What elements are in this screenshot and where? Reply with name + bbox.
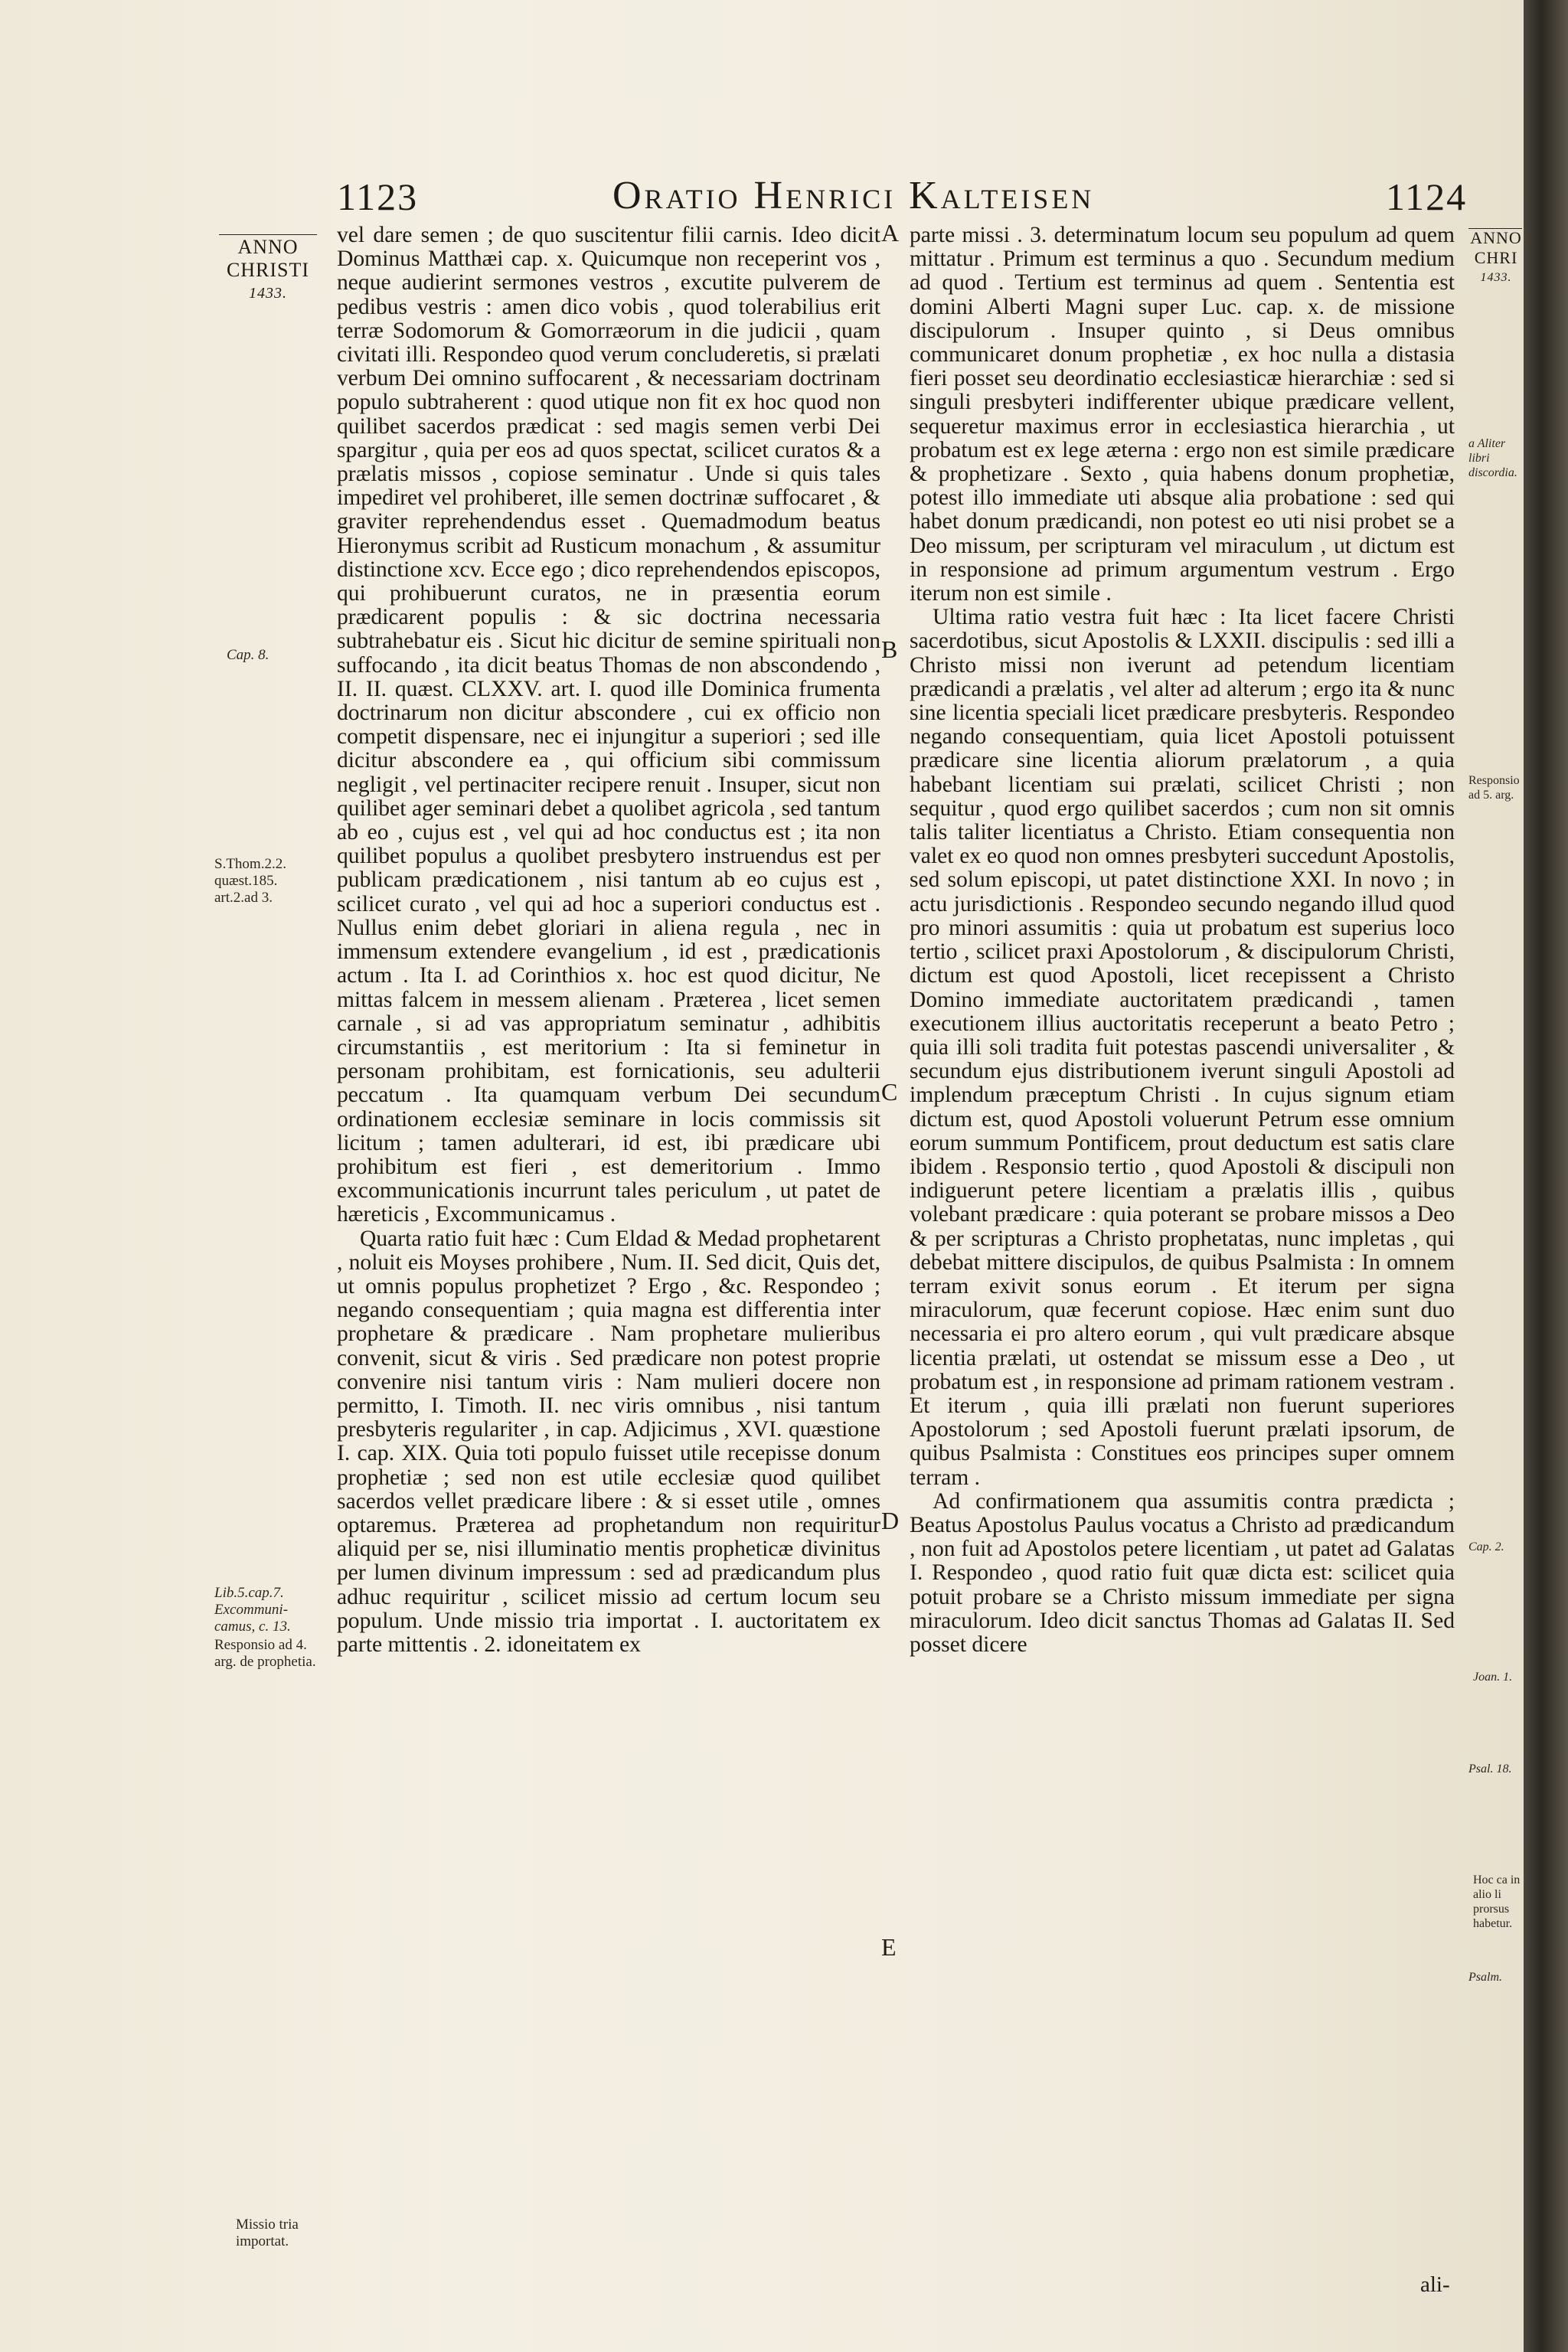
anno-year: 1433.	[1480, 271, 1512, 284]
margin-note: Psal. 18.	[1468, 1762, 1512, 1775]
paragraph: Quarta ratio fuit hæc : Cum Eldad & Medad prophetarent , noluit eis Moyses prohibere , Num. II. Sed dicit, Quis det, ut omnis populus prophetizet ? Ergo , &c. Respondeo ; negando consequentiam ; quia magna est differentia inter prophetare & prædicare . Nam prophetare mulieribus convenit, sicut & viris . Sed prædicare non potest proprie convenire nisi tantum viris : Nam mulieri docere non permitto, I. Timoth. II. nec viris omnibus , nisi tantum presbyteris regulariter , in cap. Adjicimus , XVI. quæstione I. cap. XIX. Quia toti populo fuisset utile recepisse donum prophetiæ ; sed non est utile ecclesiæ quod quilibet sacerdos vellet prædicare libere : & si esset utile , omnes optaremus. Præterea ad prophetandum non requiritur aliquid per se, nisi illuminatio mentis propheticæ divinitus per lumen divinum impressum : sed ad prædicandum plus adhuc requiritur , scilicet missio ad certum locum seu populum. Unde missio tria importat . I. auctoritatem ex parte mittentis . 2. idoneitatem ex	[337, 1226, 880, 1657]
margin-note: Responsio ad 5. arg.	[1468, 774, 1520, 802]
paragraph: Ad confirmationem qua assumitis contra prædicta ; Beatus Apostolus Paulus vocatus a Christo ad prædicandum , non fuit ad Apostolos petere licentiam , ut patet ad Galatas I. Respondeo , quod ratio fuit quæ dicta est: scilicet quia potuit probare se a Christo missum immediate per signa miraculorum. Ideo dicit sanctus Thomas ad Galatas II. Sed posset dicere	[910, 1488, 1455, 1657]
paragraph: parte missi . 3. determinatum locum seu populum ad quem mittatur . Primum est terminus a quo . Secundum medium ad quod . Tertium est terminus ad quem . Sententia est domini Alberti Magni super Luc. cap. x. de missione discipulorum . Insuper quinto , si Deus omnibus communicaret donum prophetiæ , ex hoc nulla a distasia fieri posset seu deordinatio ecclesiasticæ hierarchiæ : sed si singuli presbyteri indifferenter ubique prædicare vellent, sequeretur maximus error in ecclesiastica hierarchia , ut probatum est ex lege æterna : ergo non est simile prædicare & prophetizare . Sexto , quia habens donum prophetiæ, potest illo immediate uti absque alia probatione : sed qui habet donum prædicandi, non potest eo uti nisi probet se a Deo missum, per scripturam vel miraculum , ut dictum est in responsione ad primum argumentum vestrum . Ergo iterum non est simile .	[910, 223, 1455, 606]
section-letter-e: E	[881, 1933, 897, 1961]
book-binding-gutter	[1524, 0, 1568, 2352]
left-text-column	[337, 224, 880, 1657]
section-letter-b: B	[881, 635, 898, 663]
left-page-number: 1123	[337, 175, 419, 218]
margin-note: Cap. 2.	[1468, 1540, 1504, 1553]
section-letter-d: D	[881, 1507, 900, 1534]
margin-note: Joan. 1.	[1473, 1671, 1513, 1684]
anno-christi-label	[1468, 228, 1524, 288]
anno-year: 1433.	[249, 285, 287, 302]
margin-note: Hoc ca in alio li prorsus habetur.	[1473, 1873, 1521, 1930]
section-letter-a: A	[881, 219, 900, 247]
margin-note: S.Thom.2.2. quæst.185. art.2.ad 3.	[214, 856, 286, 906]
right-page-number: 1124	[1386, 175, 1468, 218]
running-header	[0, 170, 1524, 224]
anno-word: ANNO	[1470, 228, 1522, 247]
margin-note: Lib.5.cap.7. Excommuni-camus, c. 13.	[214, 1585, 291, 1635]
margin-note: Missio tria importat.	[236, 2216, 299, 2249]
anno-christi-label	[219, 236, 317, 305]
margin-note: Cap. 8.	[227, 647, 270, 663]
paragraph: Ultima ratio vestra fuit hæc : Ita licet facere Christi sacerdotibus, sicut Apostolis & LXXII. discipulis : sed illi a Christo missi non iverunt ad petendum licentiam prædicandi a prælatis , vel alter ad alterum ; ergo ita & nunc sine licentia speciali licet prædicare presbyteris. Respondeo negando consequentiam, quia licet Apostoli potuissent prædicare sine licentia aliorum prælatorum , a quia habebant licentiam sui prælati, scilicet Christi ; non sequitur , quod ergo quilibet sacerdos ; cum non sit omnis talis taliter licentiatus a Christo. Etiam consequentia non valet ex eo quod non omnes presbyteri succedunt Apostolis, sed solum episcopi, ut patet distinctione XXI. In novo ; in actu jurisdictionis . Respondeo secundo negando illud quod pro minori assumitis : quia ut probatum est superius loco tertio , scilicet praxi Apostolorum , & discipulorum Christi, dictum est quod Apostoli, licet recepissent a Christo Domino immediate auctoritatem prædicandi , tamen executionem illius auctoritatis receperunt a beato Petro ; quia illi soli tradita fuit potestas pascendi universaliter , & secundum ejus distributionem iverunt singuli Apostoli ad implendum præceptum Christi . In cujus signum etiam dictum est, quod Apostoli voluerunt Petrum esse omnium eorum summum Pontificem, prout deductum est satis clare ibidem . Responsio tertio , quod Apostoli & discipuli non indiguerunt petere licentiam a prælatis illis , quibus volebant prædicare : quia poterant se probare missos a Deo & per scripturas a Christo prophetatas, nunc impletas , qui debebat mittere discipulos, de quibus Psalmista : In omnem terram exivit sonus eorum . Et iterum per signa miraculorum, quæ fecerunt copiose. Hæc enim sunt duo necessaria ei pro altero eorum , qui vult prædicare absque licentia prælati, ut ostendat se missum esse a Deo , ut probatum est , in responsione ad primam rationem vestram . Et iterum , quia illi prælati non fuerunt superiores Apostolorum ; sed Apostoli fuerunt prælati ipsorum, de quibus Psalmista : Constitues eos principes super omnem terram .	[910, 605, 1455, 1490]
section-letter-c: C	[881, 1078, 898, 1106]
christi-word: CHRISTI	[226, 259, 310, 281]
anno-word: ANNO	[237, 236, 299, 258]
right-text-column	[910, 224, 1455, 1657]
paragraph: vel dare semen ; de quo suscitentur filii carnis. Ideo dicit Dominus Matthæi cap. x. Quicumque non receperint vos , neque audierint sermones vestros , excutite pulverem de pedibus vestris : amen dico vobis , quod tolerabilius erit terræ Sodomorum & Gomorræorum in die judicii , quam civitati illi. Respondeo quod verum concluderetis, si prælati verbum Dei omnino suffocarent , & necessariam doctrinam populo subtraherent : quod utique non fit ex hoc quod non quilibet sacerdos prædicat : sed magis semen verbi Dei spargitur , quia per eos ad quos spectat, scilicet curatos & a prælatis missos , copiose seminatur . Unde si quis tales impediret vel prohiberet, ille semen doctrinæ suffocaret , & graviter reprehendendus esset . Quemadmodum beatus Hieronymus scribit ad Rusticum monachum , & assumitur distinctione xcv. Ecce ego ; dico reprehendendos episcopos, qui prohibuerunt curatos, ne in præsentia eorum prædicarent populis : & sic doctrina necessaria subtrahebatur eis . Sicut hic dicitur de semine spirituali non suffocando , ita dicit beatus Thomas de non abscondendo , II. II. quæst. CLXXV. art. I. quod ille Dominica frumenta doctrinarum non dicitur abscondere , cui ex officio non competit dispensare, nec ei injungitur a superiori ; sed ille dicitur abscondere ea , qui officium sibi commissum negligit , vel pertinaciter recipere renuit . Insuper, sicut non quilibet ager seminari debet a quolibet agricola , sed tantum ab eo , cujus est , vel qui ad hoc conductus est ; ita non quilibet populus a quolibet presbytero instruendus est per publicam prædicationem , nisi tantum ab eo cujus est , scilicet curato , vel qui ad hoc a superiori conductus est . Nullus enim debet gloriari in aliena regula , nec in immensum extendere evangelium , id est , prædicationis actum . Ita I. ad Corinthios x. hoc est quod dicitur, Ne mittas falcem in messem alienam . Præterea , licet semen carnale , si ad vas appropriatum seminatur , adhibitis circumstantiis , est meritorium : Ita si feminetur in personam prohibitam, est fornicationis, seu adulterii peccatum . Ita quamquam verbum Dei secundum ordinationem ecclesiæ seminare in locis commissis sit licitum ; tamen adulterari, id est, ibi prædicare ubi prohibitum est fieri , est demeritorium . Immo excommunicationis incurrunt tales periculum , ut patet de hæreticis , Excommunicamus .	[337, 223, 880, 1227]
catchword: ali-	[1420, 2272, 1450, 2297]
margin-note: a Aliter libri discordia.	[1468, 437, 1517, 479]
christi-word: CHRI	[1474, 248, 1518, 267]
running-title: Oratio Henrici Kalteisen	[612, 174, 1095, 217]
margin-note: Psalm.	[1468, 1971, 1502, 1984]
margin-note: Responsio ad 4. arg. de prophetia.	[214, 1637, 316, 1670]
margin-rule	[219, 234, 317, 235]
